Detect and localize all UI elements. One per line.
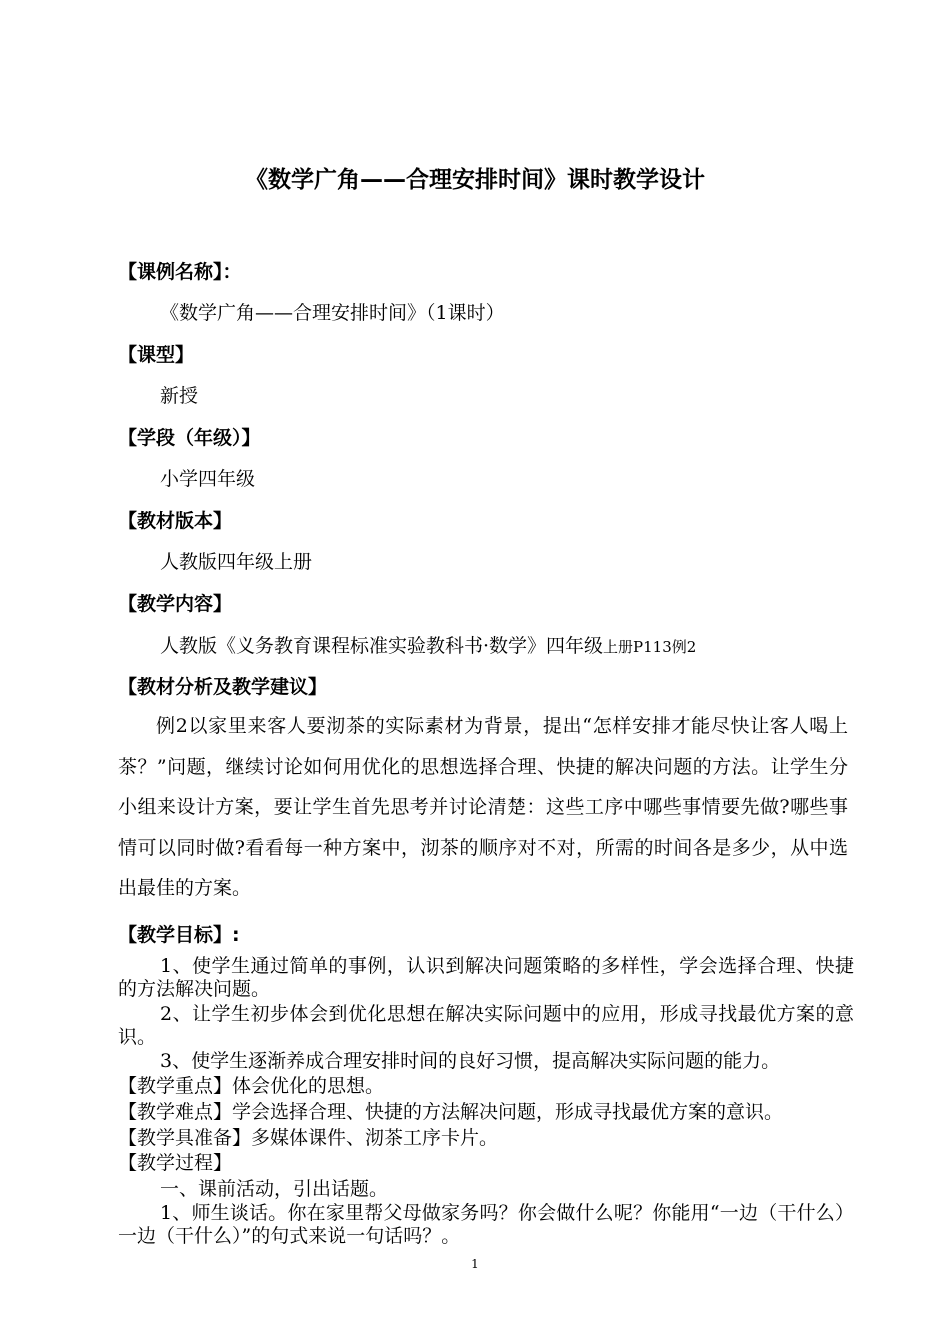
page-number: 1	[471, 1257, 479, 1271]
process-step-1-1: 1、师生谈话。你在家里帮父母做家务吗？你会做什么呢？你能用“一边（干什么）一边（干什么）”的句式来说一句话吗？。	[118, 1202, 854, 1247]
process-step-1: 一、课前活动，引出话题。	[160, 1178, 389, 1200]
difficulty-line	[118, 1101, 783, 1124]
heading-grade: 【学段（年级）】	[118, 427, 261, 449]
value-lesson-type: 新授	[160, 385, 199, 407]
tools-label: 【教学具准备】	[118, 1127, 252, 1149]
heading-goals: 【教学目标】:	[118, 924, 240, 946]
value-content	[160, 631, 696, 662]
goal-item: 3、使学生逐渐养成合理安排时间的良好习惯，提高解决实际问题的能力。	[160, 1050, 781, 1072]
key-point-text: 体会优化的思想。	[232, 1075, 385, 1097]
heading-analysis: 【教材分析及教学建议】	[118, 676, 328, 698]
document-title: 《数学广角——合理安排时间》课时教学设计	[245, 167, 705, 193]
heading-lesson-type: 【课型】	[118, 344, 195, 366]
goal-item: 1、使学生通过简单的事例，认识到解决问题策略的多样性，学会选择合理、快捷的方法解决问题。	[118, 955, 854, 1000]
difficulty-text: 学会选择合理、快捷的方法解决问题，形成寻找最优方案的意识。	[232, 1101, 784, 1123]
analysis-paragraph: 例2以家里来客人要沏茶的实际素材为背景，提出“怎样安排才能尽快让客人喝上茶？”问题，继续讨论如何用优化的思想选择合理、快捷的解决问题的方法。让学生分小组来设计方案，要让学生首先思考并讨论清楚：这些工序中哪些事情要先做?哪些事情可以同时做?看看每一种方案中，沏茶的顺序对不对，所需的时间各是多少，从中选出最佳的方案。	[118, 715, 848, 899]
content-page-ref: 上册P113例2	[603, 638, 697, 656]
tools-text: 多媒体课件、沏茶工序卡片。	[251, 1127, 499, 1149]
value-grade: 小学四年级	[160, 468, 256, 490]
process-heading: 【教学过程】	[118, 1152, 233, 1174]
value-textbook: 人教版四年级上册	[160, 551, 313, 573]
tools-line	[118, 1127, 498, 1150]
key-point-label: 【教学重点】	[118, 1075, 233, 1097]
heading-content: 【教学内容】	[118, 593, 233, 615]
heading-lesson-name: 【课例名称】：	[118, 261, 242, 283]
goal-item: 2、让学生初步体会到优化思想在解决实际问题中的应用，形成寻找最优方案的意识。	[118, 1003, 854, 1048]
value-lesson-name: 《数学广角——合理安排时间》（1课时）	[160, 302, 505, 324]
difficulty-label: 【教学难点】	[118, 1101, 233, 1123]
key-point-line	[118, 1075, 384, 1098]
content-main-text: 人教版《义务教育课程标准实验教科书·数学》四年级	[160, 635, 604, 657]
heading-textbook: 【教材版本】	[118, 510, 233, 532]
